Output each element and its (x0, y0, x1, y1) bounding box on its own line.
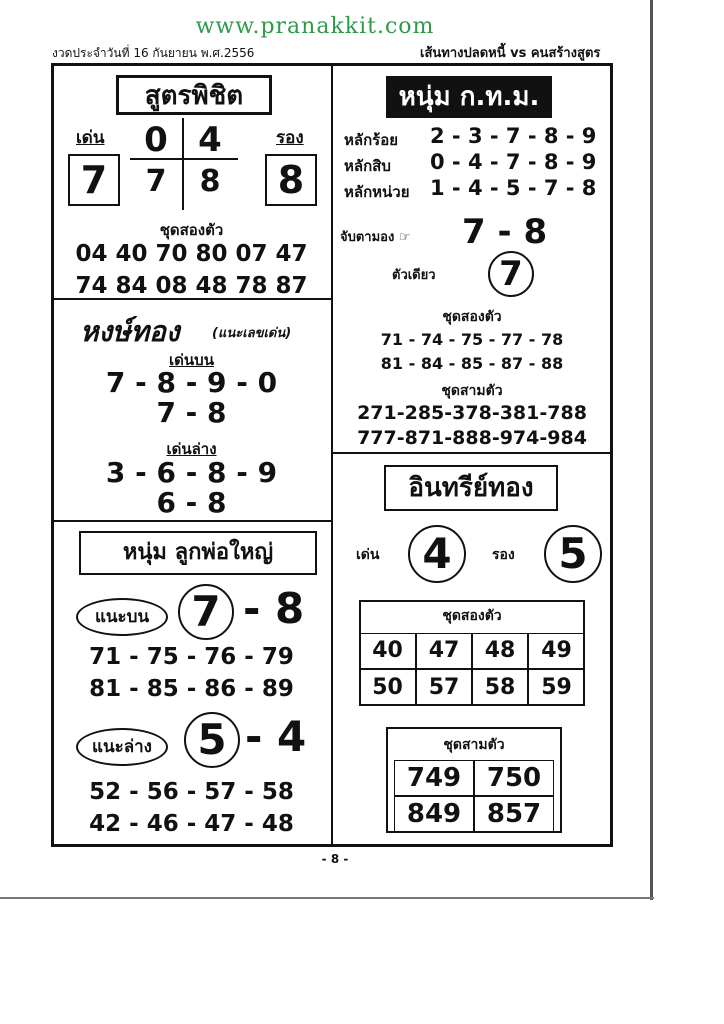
hongthong-subtitle: (แนะเลขเด่น) (212, 326, 292, 341)
main-label: เด่น (356, 547, 380, 563)
triples-row-1: 271-285-378-381-788 (357, 402, 587, 424)
lower-tag: แนะล่าง (76, 728, 168, 766)
lower-row-1: 52 - 56 - 57 - 58 (89, 779, 294, 805)
main-circle: 4 (408, 525, 466, 583)
second-circle: 5 (544, 525, 602, 583)
pairs-label: ชุดสองตัว (442, 309, 502, 325)
hundreds-label: หลักร้อย (344, 131, 399, 149)
pair-cell: 50 (359, 669, 416, 706)
upper-row-2: 7 - 8 (156, 396, 227, 429)
tens-label: หลักสิบ (344, 157, 391, 175)
tens-digits: 0 - 4 - 7 - 8 - 9 (430, 150, 597, 174)
lower-label: เด่นล่าง (166, 440, 217, 458)
main-label: เด่น (76, 128, 105, 148)
hundreds-digits: 2 - 3 - 7 - 8 - 9 (430, 124, 597, 148)
insithong-title: อินทรีย์ทอง (384, 465, 558, 511)
pairs-table-label: ชุดสองตัว (442, 608, 502, 624)
lower-row-2: 6 - 8 (156, 486, 227, 519)
pairs-row-2: 74 84 08 48 78 87 (75, 273, 308, 299)
pairs-row-2: 81 - 84 - 85 - 87 - 88 (380, 354, 564, 373)
scan-bottom-edge (0, 897, 654, 899)
pair-cell: 40 (359, 633, 416, 669)
divider-right-1 (331, 452, 613, 454)
page-number: - 8 - (321, 852, 349, 866)
main-digit-box: 7 (68, 154, 120, 206)
sutra-title: สูตรพิชิต (116, 75, 272, 115)
upper-circle: 7 (178, 584, 234, 640)
second-label: รอง (276, 128, 304, 148)
second-label: รอง (492, 547, 515, 563)
lower-circle: 5 (184, 712, 240, 768)
grid-top-right: 4 (198, 120, 222, 160)
pair-cell: 49 (528, 633, 585, 669)
grid-bottom-left: 7 (145, 164, 167, 199)
pairs-row-1: 04 40 70 80 07 47 (75, 241, 308, 267)
triple-cell: 749 (394, 760, 474, 796)
bkk-title: หนุ่ม ก.ท.ม. (386, 76, 552, 118)
watch-value: 7 - 8 (462, 212, 548, 252)
triples-label: ชุดสามตัว (441, 383, 503, 399)
pairs-label: ชุดสองตัว (159, 221, 224, 239)
hongthong-title: หงษ์ทอง (80, 315, 180, 348)
upper-tag: แนะบน (76, 598, 168, 636)
triple-cell: 849 (394, 796, 474, 832)
pair-cell: 58 (472, 669, 528, 706)
units-label: หลักหน่วย (344, 183, 410, 201)
single-circle: 7 (488, 251, 534, 297)
watermark-url: www.pranakkit.com (195, 14, 435, 39)
upper-label: เด่นบน (169, 351, 214, 369)
pair-cell: 59 (528, 669, 585, 706)
upper-pair: - 8 (243, 584, 305, 633)
single-label: ตัวเดียว (392, 268, 436, 283)
grid-top-left: 0 (144, 120, 168, 160)
divider-left-2 (51, 520, 332, 522)
units-digits: 1 - 4 - 5 - 7 - 8 (430, 176, 597, 200)
triple-cell: 750 (474, 760, 554, 796)
triple-cell: 857 (474, 796, 554, 832)
scan-edge (650, 0, 653, 900)
triples-table-label: ชุดสามตัว (443, 737, 505, 753)
grid-vline (182, 118, 184, 210)
upper-row-1: 7 - 8 - 9 - 0 (105, 366, 278, 399)
series-title: เส้นทางปลดหนี้ vs คนสร้างสูตร (420, 46, 601, 61)
pairs-row-1: 71 - 74 - 75 - 77 - 78 (380, 330, 564, 349)
pair-cell: 48 (472, 633, 528, 669)
issue-date: งวดประจำวันที่ 16 กันยายน พ.ศ.2556 (52, 46, 255, 60)
pair-cell: 57 (416, 669, 472, 706)
lower-row-1: 3 - 6 - 8 - 9 (105, 456, 278, 489)
second-digit-box: 8 (265, 154, 317, 206)
upper-row-2: 81 - 85 - 86 - 89 (89, 676, 294, 702)
triples-row-2: 777-871-888-974-984 (357, 427, 587, 449)
luukpho-title: หนุ่ม ลูกพ่อใหญ่ (79, 531, 317, 575)
pair-cell: 47 (416, 633, 472, 669)
lower-pair: - 4 (245, 712, 307, 761)
watch-label: จับตามอง ☞ (340, 230, 411, 245)
lower-row-2: 42 - 46 - 47 - 48 (89, 811, 294, 837)
grid-bottom-right: 8 (199, 164, 221, 199)
upper-row-1: 71 - 75 - 76 - 79 (89, 644, 294, 670)
